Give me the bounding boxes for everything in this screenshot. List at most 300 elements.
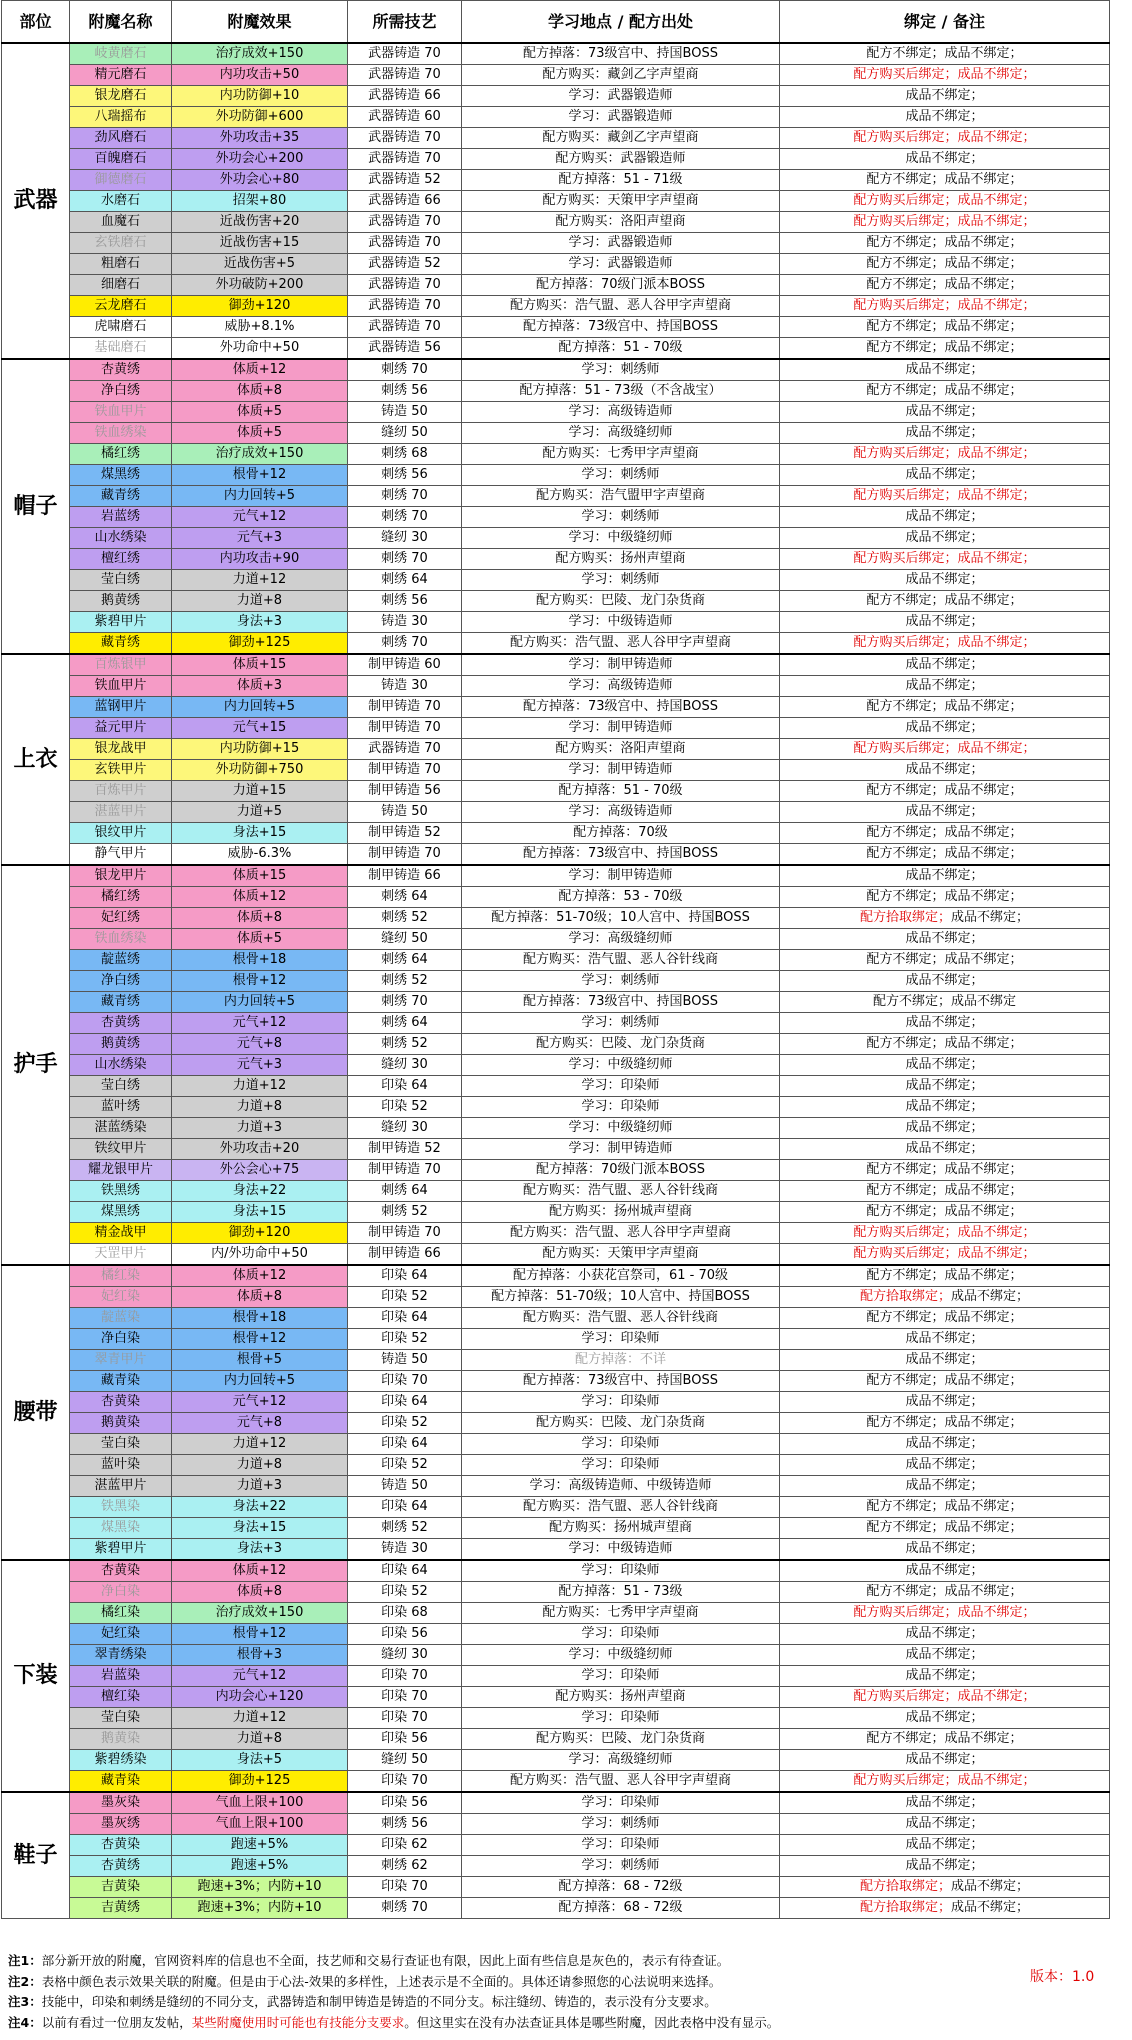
- enchant-name-cell: 吉黄绣: [70, 1898, 172, 1919]
- enchant-name-cell: 精金战甲: [70, 1223, 172, 1244]
- skill-cell: 印染 62: [348, 1835, 462, 1856]
- table-row: [2, 1666, 1110, 1687]
- enchant-effect-cell: 身法+15: [172, 1518, 348, 1539]
- table-row: [2, 317, 1110, 338]
- enchant-name-cell: 百魄磨石: [70, 149, 172, 170]
- enchant-name-cell: 橘红染: [70, 1603, 172, 1624]
- table-row: [2, 1792, 1110, 1814]
- source-cell: 学习：印染师: [462, 1329, 780, 1350]
- enchant-effect-cell: 体质+5: [172, 929, 348, 950]
- table-row: [2, 1708, 1110, 1729]
- skill-cell: 制甲铸造 70: [348, 718, 462, 739]
- table-row: [2, 43, 1110, 65]
- enchant-effect-cell: 力道+8: [172, 1455, 348, 1476]
- enchant-effect-cell: 内功会心+120: [172, 1687, 348, 1708]
- enchant-name-cell: 净白染: [70, 1329, 172, 1350]
- source-cell: 学习：高级铸造师、中级铸造师: [462, 1476, 780, 1497]
- enchant-effect-cell: 气血上限+100: [172, 1792, 348, 1814]
- enchant-name-cell: 山水绣染: [70, 1055, 172, 1076]
- enchant-effect-cell: 身法+5: [172, 1750, 348, 1771]
- table-row: [2, 1413, 1110, 1434]
- skill-cell: 印染 52: [348, 1582, 462, 1603]
- enchant-effect-cell: 体质+12: [172, 1560, 348, 1582]
- table-row: [2, 86, 1110, 107]
- enchant-effect-cell: 根骨+12: [172, 465, 348, 486]
- enchant-name-cell: 岩蓝绣: [70, 507, 172, 528]
- source-cell: 配方购买：天策甲字声望商: [462, 1244, 780, 1266]
- bind-recipe: 配方拾取绑定；: [859, 1879, 951, 1894]
- bind-cell: 配方购买后绑定；成品不绑定；: [780, 212, 1110, 233]
- bind-cell: 配方不绑定；成品不绑定；: [780, 170, 1110, 191]
- enchant-effect-cell: 近战伤害+5: [172, 254, 348, 275]
- enchant-name-cell: 墨灰染: [70, 1792, 172, 1814]
- enchant-effect-cell: 力道+5: [172, 802, 348, 823]
- skill-cell: 缝纫 50: [348, 423, 462, 444]
- enchant-effect-cell: 内力回转+5: [172, 992, 348, 1013]
- bind-cell: [780, 1287, 1110, 1308]
- source-cell: 配方掉落：70级: [462, 823, 780, 844]
- enchant-name-cell: 藏青绣: [70, 486, 172, 507]
- skill-cell: 武器铸造 66: [348, 191, 462, 212]
- source-cell: 配方购买：扬州声望商: [462, 1687, 780, 1708]
- skill-cell: 制甲铸造 66: [348, 1244, 462, 1266]
- bind-cell: 配方不绑定；成品不绑定；: [780, 233, 1110, 254]
- skill-cell: 刺绣 70: [348, 992, 462, 1013]
- source-cell: 配方掉落：51-70级；10人宫中、持国BOSS: [462, 1287, 780, 1308]
- enchant-effect-cell: 体质+15: [172, 654, 348, 676]
- source-cell: 学习：中级缝纫师: [462, 1645, 780, 1666]
- enchant-name-cell: 杏黄染: [70, 1560, 172, 1582]
- skill-cell: 刺绣 52: [348, 1518, 462, 1539]
- enchant-name-cell: 净白绣: [70, 381, 172, 402]
- table-row: [2, 486, 1110, 507]
- enchant-name-cell: 基础磨石: [70, 338, 172, 360]
- table-row: [2, 1645, 1110, 1666]
- table-row: [2, 1097, 1110, 1118]
- source-cell: 配方掉落：51 - 71级: [462, 170, 780, 191]
- source-cell: 配方掉落：73级宫中、持国BOSS: [462, 317, 780, 338]
- bind-cell: 成品不绑定；: [780, 718, 1110, 739]
- enchant-name-cell: 铁黑绣: [70, 1181, 172, 1202]
- enchant-name-cell: 莹白绣: [70, 1076, 172, 1097]
- enchant-name-cell: 铁血绣染: [70, 423, 172, 444]
- skill-cell: 铸造 30: [348, 676, 462, 697]
- table-row: [2, 1750, 1110, 1771]
- bind-cell: 成品不绑定；: [780, 1645, 1110, 1666]
- source-cell: 配方购买：藏剑乙字声望商: [462, 128, 780, 149]
- part-cell: 武器: [2, 43, 70, 359]
- bind-cell: 成品不绑定；: [780, 1750, 1110, 1771]
- skill-cell: 缝纫 50: [348, 1750, 462, 1771]
- table-row: [2, 1350, 1110, 1371]
- enchant-name-cell: 妃红染: [70, 1287, 172, 1308]
- bind-cell: 成品不绑定；: [780, 1666, 1110, 1687]
- table-row: [2, 1181, 1110, 1202]
- bind-product: 成品不绑定；: [951, 1900, 1030, 1915]
- skill-cell: 制甲铸造 70: [348, 697, 462, 718]
- version-label: 版本：1.0: [1030, 1969, 1095, 1985]
- enchant-effect-cell: 跑速+5%: [172, 1856, 348, 1877]
- table-row: [2, 992, 1110, 1013]
- enchant-name-cell: 蓝叶绣: [70, 1097, 172, 1118]
- enchant-name-cell: 铁血甲片: [70, 676, 172, 697]
- skill-cell: 刺绣 68: [348, 444, 462, 465]
- table-row: [2, 1603, 1110, 1624]
- bind-cell: 成品不绑定；: [780, 1560, 1110, 1582]
- skill-cell: 武器铸造 70: [348, 739, 462, 760]
- enchant-effect-cell: 力道+15: [172, 781, 348, 802]
- enchant-effect-cell: 内力回转+5: [172, 486, 348, 507]
- bind-cell: 成品不绑定；: [780, 865, 1110, 887]
- source-cell: 学习：高级缝纫师: [462, 929, 780, 950]
- bind-cell: 成品不绑定；: [780, 1013, 1110, 1034]
- bind-cell: 配方不绑定；成品不绑定；: [780, 781, 1110, 802]
- enchant-name-cell: 杏黄绣: [70, 359, 172, 381]
- source-cell: 学习：武器锻造师: [462, 107, 780, 128]
- enchant-name-cell: 御德磨石: [70, 170, 172, 191]
- enchant-name-cell: 净白染: [70, 1582, 172, 1603]
- table-row: [2, 296, 1110, 317]
- enchant-effect-cell: 外功防御+750: [172, 760, 348, 781]
- enchant-name-cell: 益元甲片: [70, 718, 172, 739]
- source-cell: 配方掉落：51 - 70级: [462, 781, 780, 802]
- skill-cell: 刺绣 56: [348, 1814, 462, 1835]
- bind-cell: 成品不绑定；: [780, 1792, 1110, 1814]
- source-cell: 学习：印染师: [462, 1560, 780, 1582]
- enchant-effect-cell: 内力回转+5: [172, 1371, 348, 1392]
- table-row: [2, 1034, 1110, 1055]
- source-cell: 配方掉落：68 - 72级: [462, 1877, 780, 1898]
- enchant-name-cell: 檀红绣: [70, 549, 172, 570]
- enchant-name-cell: 细磨石: [70, 275, 172, 296]
- bind-cell: 配方不绑定；成品不绑定；: [780, 1034, 1110, 1055]
- table-row: [2, 191, 1110, 212]
- source-cell: 学习：刺绣师: [462, 570, 780, 591]
- enchant-name-cell: 鹅黄绣: [70, 1034, 172, 1055]
- source-cell: 配方购买：巴陵、龙门杂货商: [462, 591, 780, 612]
- source-cell: 配方购买：巴陵、龙门杂货商: [462, 1413, 780, 1434]
- table-row: [2, 275, 1110, 296]
- header-skill: 所需技艺: [348, 1, 462, 44]
- note-text-tail: 。但这里实在没有办法查证具体是哪些附魔，因此表格中没有显示。: [404, 2014, 780, 2030]
- enchant-name-cell: 翠青绣染: [70, 1645, 172, 1666]
- bind-cell: 配方购买后绑定；成品不绑定；: [780, 739, 1110, 760]
- table-row: [2, 1518, 1110, 1539]
- enchant-name-cell: 靛蓝绣: [70, 950, 172, 971]
- enchant-effect-cell: 外公会心+75: [172, 1160, 348, 1181]
- source-cell: 学习：制甲铸造师: [462, 760, 780, 781]
- bind-cell: 成品不绑定；: [780, 1624, 1110, 1645]
- skill-cell: 印染 64: [348, 1560, 462, 1582]
- skill-cell: 缝纫 30: [348, 1118, 462, 1139]
- enchant-name-cell: 静气甲片: [70, 844, 172, 866]
- enchant-effect-cell: 内功防御+10: [172, 86, 348, 107]
- table-row: [2, 1139, 1110, 1160]
- table-row: [2, 1497, 1110, 1518]
- enchant-effect-cell: 外功会心+200: [172, 149, 348, 170]
- bind-cell: 配方不绑定；成品不绑定；: [780, 1497, 1110, 1518]
- bind-cell: 成品不绑定；: [780, 1539, 1110, 1561]
- enchant-name-cell: 墨灰绣: [70, 1814, 172, 1835]
- table-row: [2, 65, 1110, 86]
- enchant-name-cell: 湛蓝绣染: [70, 1118, 172, 1139]
- source-cell: 学习：武器锻造师: [462, 233, 780, 254]
- table-row: [2, 1582, 1110, 1603]
- bind-cell: 成品不绑定；: [780, 570, 1110, 591]
- enchant-name-cell: 岩蓝染: [70, 1666, 172, 1687]
- enchant-effect-cell: 近战伤害+20: [172, 212, 348, 233]
- skill-cell: 刺绣 64: [348, 1181, 462, 1202]
- table-row: [2, 1835, 1110, 1856]
- bind-cell: 配方购买后绑定；成品不绑定；: [780, 1223, 1110, 1244]
- enchant-effect-cell: 近战伤害+15: [172, 233, 348, 254]
- table-row: [2, 697, 1110, 718]
- skill-cell: 铸造 50: [348, 402, 462, 423]
- table-row: [2, 254, 1110, 275]
- part-cell: 护手: [2, 865, 70, 1265]
- enchant-effect-cell: 身法+3: [172, 612, 348, 633]
- note-label: 注1：: [8, 1953, 42, 1968]
- skill-cell: 刺绣 64: [348, 950, 462, 971]
- enchant-name-cell: 吉黄染: [70, 1877, 172, 1898]
- table-row: [2, 633, 1110, 655]
- enchant-effect-cell: 根骨+18: [172, 950, 348, 971]
- enchant-effect-cell: 身法+3: [172, 1539, 348, 1561]
- table-row: [2, 676, 1110, 697]
- enchant-effect-cell: 威胁+8.1%: [172, 317, 348, 338]
- bind-cell: 成品不绑定；: [780, 465, 1110, 486]
- bind-cell: [780, 1898, 1110, 1919]
- note-1: [8, 1951, 1008, 1972]
- enchant-effect-cell: 体质+15: [172, 865, 348, 887]
- source-cell: 配方掉落：70级门派本BOSS: [462, 275, 780, 296]
- enchant-effect-cell: 根骨+5: [172, 1350, 348, 1371]
- enchant-name-cell: 蓝钢甲片: [70, 697, 172, 718]
- source-cell: 配方掉落：不详: [462, 1350, 780, 1371]
- enchant-effect-cell: 跑速+5%: [172, 1835, 348, 1856]
- enchant-name-cell: 煤黑绣: [70, 1202, 172, 1223]
- enchant-effect-cell: 根骨+18: [172, 1308, 348, 1329]
- bind-cell: 成品不绑定；: [780, 760, 1110, 781]
- source-cell: 配方购买：浩气盟、恶人谷针线商: [462, 1308, 780, 1329]
- enchant-effect-cell: 御劲+125: [172, 633, 348, 655]
- enchant-name-cell: 湛蓝甲片: [70, 1476, 172, 1497]
- enchant-name-cell: 八瑞摇布: [70, 107, 172, 128]
- source-cell: 配方掉落：73级宫中、持国BOSS: [462, 992, 780, 1013]
- enchant-effect-cell: 身法+22: [172, 1497, 348, 1518]
- table-row: [2, 549, 1110, 570]
- skill-cell: 印染 52: [348, 1287, 462, 1308]
- skill-cell: 缝纫 30: [348, 528, 462, 549]
- enchant-effect-cell: 体质+12: [172, 359, 348, 381]
- table-row: [2, 1856, 1110, 1877]
- source-cell: 学习：高级铸造师: [462, 802, 780, 823]
- table-row: [2, 1013, 1110, 1034]
- bind-cell: 成品不绑定；: [780, 1329, 1110, 1350]
- enchant-effect-cell: 元气+12: [172, 1013, 348, 1034]
- source-cell: 学习：印染师: [462, 1666, 780, 1687]
- table-row: [2, 1560, 1110, 1582]
- bind-cell: 配方购买后绑定；成品不绑定；: [780, 65, 1110, 86]
- source-cell: 学习：中级缝纫师: [462, 1118, 780, 1139]
- skill-cell: 印染 52: [348, 1413, 462, 1434]
- bind-cell: 配方购买后绑定；成品不绑定；: [780, 1603, 1110, 1624]
- source-cell: 配方购买：武器锻造师: [462, 149, 780, 170]
- table-row: [2, 844, 1110, 866]
- bind-cell: 配方不绑定；成品不绑定；: [780, 317, 1110, 338]
- source-cell: 配方购买：藏剑乙字声望商: [462, 65, 780, 86]
- skill-cell: 刺绣 70: [348, 359, 462, 381]
- table-row: [2, 338, 1110, 360]
- bind-product: 成品不绑定；: [951, 910, 1030, 925]
- source-cell: 配方掉落：51 - 70级: [462, 338, 780, 360]
- enchant-effect-cell: 元气+12: [172, 1392, 348, 1413]
- source-cell: 学习：制甲铸造师: [462, 654, 780, 676]
- enchant-name-cell: 蓝叶染: [70, 1455, 172, 1476]
- table-row: [2, 823, 1110, 844]
- skill-cell: 刺绣 64: [348, 570, 462, 591]
- bind-cell: 配方不绑定；成品不绑定；: [780, 950, 1110, 971]
- enchant-name-cell: 妃红染: [70, 1624, 172, 1645]
- skill-cell: 铸造 30: [348, 1539, 462, 1561]
- bind-cell: 成品不绑定；: [780, 107, 1110, 128]
- bind-cell: 成品不绑定；: [780, 654, 1110, 676]
- enchant-effect-cell: 元气+8: [172, 1034, 348, 1055]
- skill-cell: 刺绣 70: [348, 549, 462, 570]
- bind-cell: 配方购买后绑定；成品不绑定；: [780, 1771, 1110, 1793]
- bind-cell: 配方不绑定；成品不绑定；: [780, 381, 1110, 402]
- source-cell: 学习：制甲铸造师: [462, 1139, 780, 1160]
- bind-cell: 配方购买后绑定；成品不绑定；: [780, 486, 1110, 507]
- bind-cell: 成品不绑定；: [780, 971, 1110, 992]
- enchant-name-cell: 银龙甲片: [70, 865, 172, 887]
- enchant-name-cell: 铁血甲片: [70, 402, 172, 423]
- skill-cell: 刺绣 70: [348, 1898, 462, 1919]
- skill-cell: 武器铸造 52: [348, 254, 462, 275]
- enchant-name-cell: 杏黄染: [70, 1835, 172, 1856]
- enchant-effect-cell: 力道+3: [172, 1118, 348, 1139]
- header-part: 部位: [2, 1, 70, 44]
- notes: [8, 1951, 1008, 2033]
- table-row: [2, 802, 1110, 823]
- source-cell: 配方掉落：小获花宫祭司，61 - 70级: [462, 1265, 780, 1287]
- enchant-effect-cell: 体质+12: [172, 887, 348, 908]
- table-row: [2, 402, 1110, 423]
- table-row: [2, 1371, 1110, 1392]
- skill-cell: 印染 56: [348, 1729, 462, 1750]
- bind-cell: 配方不绑定；成品不绑定；: [780, 697, 1110, 718]
- skill-cell: 武器铸造 70: [348, 233, 462, 254]
- bind-cell: 配方不绑定；成品不绑定；: [780, 275, 1110, 296]
- table-row: [2, 1287, 1110, 1308]
- skill-cell: 刺绣 52: [348, 971, 462, 992]
- enchant-name-cell: 杏黄绣: [70, 1013, 172, 1034]
- bind-cell: 配方不绑定；成品不绑定；: [780, 1413, 1110, 1434]
- table-row: [2, 423, 1110, 444]
- bind-cell: 配方购买后绑定；成品不绑定；: [780, 1244, 1110, 1266]
- source-cell: 配方掉落：51 - 73级: [462, 1582, 780, 1603]
- bind-cell: 成品不绑定；: [780, 86, 1110, 107]
- bind-cell: 成品不绑定；: [780, 1455, 1110, 1476]
- enchant-effect-cell: 内功攻击+50: [172, 65, 348, 86]
- source-cell: 学习：高级铸造师: [462, 676, 780, 697]
- enchant-name-cell: 银龙战甲: [70, 739, 172, 760]
- part-cell: 帽子: [2, 359, 70, 654]
- skill-cell: 制甲铸造 70: [348, 844, 462, 866]
- bind-cell: 配方不绑定；成品不绑定；: [780, 43, 1110, 65]
- table-row: [2, 1160, 1110, 1181]
- enchant-effect-cell: 元气+8: [172, 1413, 348, 1434]
- note-highlight: 某些附魔使用时可能也有技能分支要求: [191, 2014, 405, 2030]
- enchant-effect-cell: 元气+12: [172, 1666, 348, 1687]
- note-text: 以前有看过一位朋友发帖，: [41, 2014, 192, 2030]
- skill-cell: 刺绣 56: [348, 381, 462, 402]
- enchant-effect-cell: 力道+8: [172, 591, 348, 612]
- bind-cell: 成品不绑定；: [780, 149, 1110, 170]
- table-row: [2, 107, 1110, 128]
- skill-cell: 武器铸造 52: [348, 170, 462, 191]
- enchant-effect-cell: 内功攻击+90: [172, 549, 348, 570]
- source-cell: 配方掉落：51 - 73级（不含战宝）: [462, 381, 780, 402]
- enchant-effect-cell: 跑速+3%；内防+10: [172, 1877, 348, 1898]
- source-cell: 配方掉落：53 - 70级: [462, 887, 780, 908]
- enchant-effect-cell: 力道+8: [172, 1097, 348, 1118]
- skill-cell: 缝纫 30: [348, 1055, 462, 1076]
- table-row: [2, 1814, 1110, 1835]
- enchant-effect-cell: 外功破防+200: [172, 275, 348, 296]
- enchant-name-cell: 劲风磨石: [70, 128, 172, 149]
- enchant-effect-cell: 外功攻击+35: [172, 128, 348, 149]
- table-row: [2, 128, 1110, 149]
- bind-cell: 成品不绑定；: [780, 1139, 1110, 1160]
- enchant-name-cell: 杏黄绣: [70, 1856, 172, 1877]
- bind-recipe: 配方拾取绑定；: [859, 1289, 951, 1304]
- table-body: [2, 43, 1110, 1919]
- skill-cell: 武器铸造 60: [348, 107, 462, 128]
- enchant-name-cell: 耀龙银甲片: [70, 1160, 172, 1181]
- skill-cell: 武器铸造 56: [348, 338, 462, 360]
- table-row: [2, 1329, 1110, 1350]
- skill-cell: 武器铸造 70: [348, 275, 462, 296]
- enchant-effect-cell: 御劲+120: [172, 296, 348, 317]
- skill-cell: 刺绣 62: [348, 1856, 462, 1877]
- bind-cell: 成品不绑定；: [780, 1118, 1110, 1139]
- skill-cell: 印染 64: [348, 1076, 462, 1097]
- skill-cell: 印染 52: [348, 1455, 462, 1476]
- bind-cell: 配方购买后绑定；成品不绑定；: [780, 633, 1110, 655]
- enchant-name-cell: 藏青染: [70, 1371, 172, 1392]
- enchant-effect-cell: 根骨+12: [172, 1329, 348, 1350]
- bind-product: 成品不绑定；: [951, 1879, 1030, 1894]
- skill-cell: 武器铸造 70: [348, 317, 462, 338]
- source-cell: 学习：印染师: [462, 1434, 780, 1455]
- table-row: [2, 212, 1110, 233]
- enchant-name-cell: 水磨石: [70, 191, 172, 212]
- table-row: [2, 1118, 1110, 1139]
- enchant-effect-cell: 治疗成效+150: [172, 444, 348, 465]
- note-4: [8, 2013, 1008, 2034]
- bind-cell: 配方购买后绑定；成品不绑定；: [780, 549, 1110, 570]
- enchant-effect-cell: 力道+12: [172, 1434, 348, 1455]
- table-row: [2, 929, 1110, 950]
- table-row: [2, 1434, 1110, 1455]
- skill-cell: 刺绣 52: [348, 1202, 462, 1223]
- enchant-name-cell: 鹅黄染: [70, 1729, 172, 1750]
- bind-cell: 配方不绑定；成品不绑定: [780, 992, 1110, 1013]
- skill-cell: 印染 52: [348, 1097, 462, 1118]
- note-label: 注4：: [8, 2014, 42, 2030]
- source-cell: 配方购买：扬州城声望商: [462, 1202, 780, 1223]
